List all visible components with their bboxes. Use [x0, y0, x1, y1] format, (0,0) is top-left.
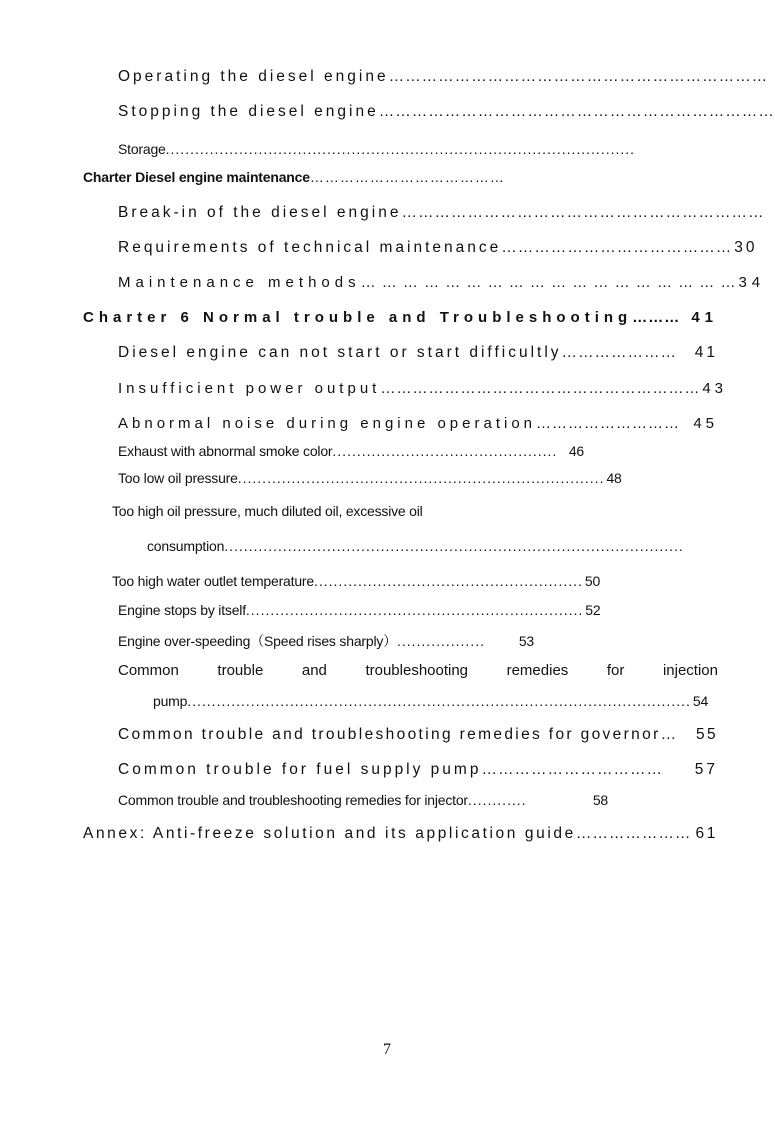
toc-entry-title: Common trouble and troubleshooting remedies for governor	[118, 726, 661, 743]
toc-page-number: 34	[738, 274, 766, 291]
toc-leader-dots: ………	[632, 309, 681, 326]
toc-page-number: 54	[692, 693, 709, 709]
toc-entry-title: Too high oil pressure, much diluted oil, excessive oil	[112, 503, 423, 519]
toc-entry-title: Diesel engine can not start or start difficultly	[118, 344, 562, 361]
toc-leader-dots: ………………………	[536, 415, 681, 432]
toc-entry-stopping[interactable]	[118, 102, 775, 122]
toc-entry-fuel-supply-pump[interactable]	[118, 760, 718, 780]
toc-leader-dots: .......................................................................................................	[187, 693, 691, 709]
toc-page-number: 41	[691, 309, 718, 326]
toc-entry-title: Exhaust with abnormal smoke color	[118, 443, 333, 459]
toc-page-number: 46	[568, 443, 584, 459]
toc-page-number: 30	[734, 239, 758, 256]
toc-word: Common	[118, 662, 179, 679]
toc-entry-requirements[interactable]	[118, 238, 758, 258]
toc-word: remedies	[506, 662, 569, 679]
toc-page-number: 43	[702, 380, 728, 397]
toc-entry-high-oil-pressure[interactable]	[112, 501, 532, 521]
toc-word: trouble	[217, 662, 264, 679]
toc-entry-exhaust-smoke[interactable]	[118, 441, 584, 461]
toc-entry-title: Common trouble for fuel supply pump	[118, 761, 482, 778]
toc-entry-title: Engine over-speeding（Speed rises sharply）	[118, 633, 397, 649]
toc-leader-dots: .....................................................................	[245, 602, 584, 618]
toc-page-number: 41	[694, 344, 718, 361]
toc-entry-low-oil-pressure[interactable]	[118, 468, 622, 488]
toc-entry-high-water-temp[interactable]	[112, 571, 601, 591]
toc-leader-dots: ................................................................................................	[165, 141, 636, 157]
toc-entry-title: Maintenance methods	[118, 274, 361, 291]
toc-entry-storage[interactable]	[118, 139, 636, 159]
toc-leader-dots: .......................................................	[313, 573, 583, 589]
toc-entry-governor[interactable]	[118, 725, 718, 745]
toc-leader-dots: ……………………………	[481, 761, 663, 778]
toc-leader-dots: …………………	[575, 825, 692, 842]
toc-chapter-maintenance[interactable]	[83, 167, 507, 187]
toc-entry-cannot-start[interactable]	[118, 343, 718, 363]
page-number: 7	[383, 1041, 391, 1058]
toc-leader-dots: ...........................................................................	[237, 470, 605, 486]
toc-leader-dots: …………………	[561, 344, 678, 361]
toc-page-number: 57	[694, 761, 718, 778]
toc-entry-abnormal-noise[interactable]	[118, 414, 718, 434]
toc-chapter-6[interactable]	[83, 308, 718, 328]
toc-chapter-title: Charter Diesel engine maintenance	[83, 169, 310, 185]
toc-entry-title: Too low oil pressure	[118, 470, 238, 486]
toc-word: troubleshooting	[365, 662, 469, 679]
toc-leader-dots: ……………………………………………………………	[388, 68, 769, 85]
toc-page-number: 61	[695, 825, 718, 842]
toc-entry-title: Break-in of the diesel engine	[118, 204, 402, 221]
toc-page-number: 50	[584, 573, 601, 589]
toc-entry-title: Too high water outlet temperature	[112, 573, 314, 589]
toc-entry-engine-stops[interactable]	[118, 600, 601, 620]
toc-entry-high-oil-pressure-cont[interactable]	[147, 536, 684, 556]
toc-entry-title: pump	[153, 693, 188, 709]
toc-entry-insufficient-power[interactable]	[118, 379, 728, 399]
toc-leader-dots: …………………………………	[309, 169, 505, 185]
toc-word: for	[606, 662, 625, 679]
toc-leader-dots: ..............................................	[332, 443, 558, 459]
toc-word: and	[301, 662, 327, 679]
toc-page-number: 48	[606, 470, 622, 486]
toc-entry-over-speeding[interactable]	[118, 631, 534, 651]
toc-entry-injection-pump[interactable]	[118, 661, 718, 681]
toc-page-number: 45	[693, 415, 718, 432]
toc-entry-title: Insufficient power output	[118, 380, 381, 397]
toc-leader-dots: ..............................................................................................	[224, 538, 684, 554]
toc-word: injection	[662, 662, 718, 679]
toc-chapter-title: Charter 6 Normal trouble and Troubleshooting	[83, 309, 633, 326]
toc-entry-break-in[interactable]	[118, 203, 765, 223]
toc-entry-injection-pump-cont[interactable]	[153, 691, 709, 711]
toc-entry-annex[interactable]	[83, 824, 718, 844]
toc-leader-dots: ………………………………………………………………	[378, 103, 775, 120]
toc-entry-title: Common trouble and troubleshooting remedies for injector	[118, 792, 468, 808]
toc-leader-dots: ..................	[396, 633, 485, 649]
toc-entry-injector[interactable]	[118, 790, 608, 810]
toc-page-number: 58	[592, 792, 608, 808]
toc-leader-dots: … … … … … … … … … … … … … … … … … …	[360, 274, 737, 291]
toc-entry-title: Abnormal noise during engine operation	[118, 415, 537, 432]
toc-leader-dots: ……………………………………	[501, 239, 733, 256]
toc-entry-title: Storage	[118, 141, 166, 157]
toc-page-number: 52	[585, 602, 601, 618]
toc-entry-title: Stopping the diesel engine	[118, 103, 379, 120]
toc-page-number: 53	[518, 633, 534, 649]
toc-leader-dots: …………………………………………………………	[401, 204, 765, 221]
toc-entry-operating[interactable]	[118, 67, 769, 87]
toc-entry-title: Operating the diesel engine	[118, 68, 389, 85]
toc-entry-title: Requirements of technical maintenance	[118, 239, 502, 256]
toc-entry-maintenance-methods[interactable]	[118, 273, 766, 293]
toc-page-number: 55	[696, 726, 718, 743]
toc-entry-title: Annex: Anti-freeze solution and its application guide	[83, 825, 576, 842]
toc-leader-dots: ……………………………………………………	[380, 380, 701, 397]
toc-entry-title: Engine stops by itself	[118, 602, 246, 618]
toc-leader-dots: …	[660, 726, 678, 743]
toc-entry-title: consumption	[147, 538, 225, 554]
toc-leader-dots: ............	[467, 792, 527, 808]
